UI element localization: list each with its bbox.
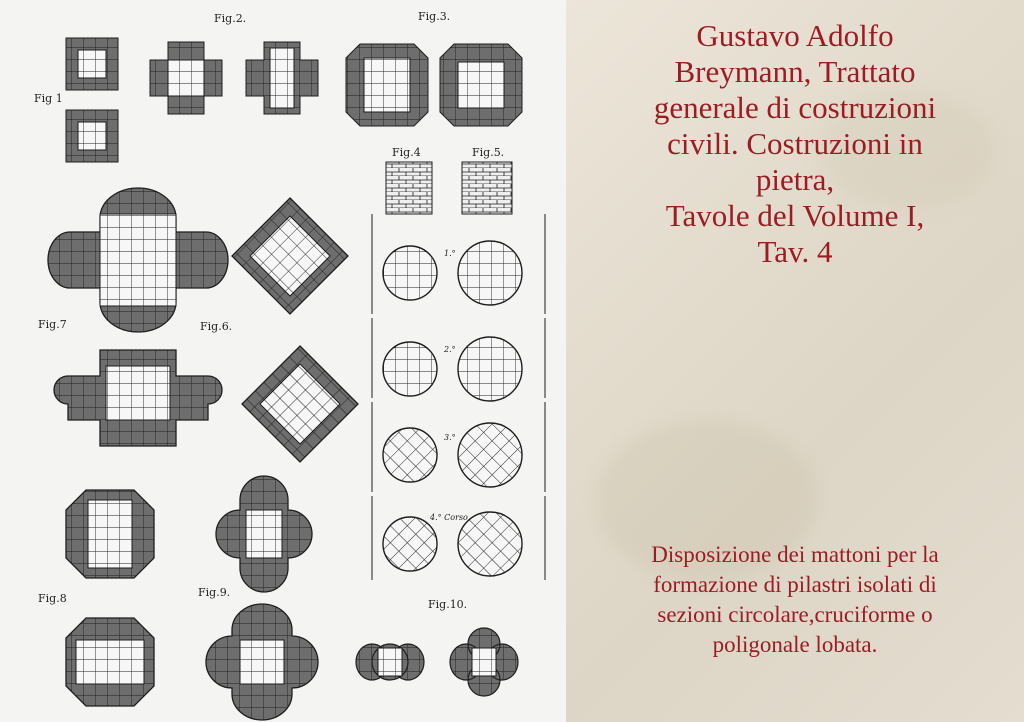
fig8-pillars xyxy=(66,490,154,706)
fig8-label: Fig.8 xyxy=(38,592,67,605)
course-4-label: 4.° Corso xyxy=(430,513,468,522)
fig4-fig5-walls xyxy=(386,162,512,214)
circular-courses xyxy=(372,214,545,580)
fig6-label: Fig.6. xyxy=(200,320,233,333)
course-1-label: 1.° xyxy=(444,249,456,258)
fig6-pillars xyxy=(232,198,358,462)
fig5-label: Fig.5. xyxy=(472,146,505,159)
page-title: Gustavo Adolfo Breymann, Trattato generale di costruzioni civili. Costruzioni in pietra, Tavole del Volume I, Tav. 4 xyxy=(653,18,937,269)
course-2-label: 2.° xyxy=(444,345,456,354)
fig3-label: Fig.3. xyxy=(418,10,451,23)
fig7-label: Fig.7 xyxy=(38,318,67,331)
fig1-label: Fig 1 xyxy=(34,92,63,105)
fig9-label: Fig.9. xyxy=(198,586,231,599)
course-3-label: 3.° xyxy=(444,433,456,442)
fig10-label: Fig.10. xyxy=(428,598,468,611)
fig1-pillars xyxy=(66,38,118,162)
fig3-pillars xyxy=(346,44,522,126)
fig7-pillars xyxy=(48,188,228,446)
description-panel xyxy=(566,0,1024,722)
fig10-pillars xyxy=(356,628,518,696)
fig4-label: Fig.4 xyxy=(392,146,421,159)
plate-caption: Disposizione dei mattoni per la formazione di pilastri isolati di sezioni circolare,cruciforme o poligonale lobata. xyxy=(651,542,939,657)
fig2-label: Fig.2. xyxy=(214,12,247,25)
fig2-pillars xyxy=(150,42,318,114)
